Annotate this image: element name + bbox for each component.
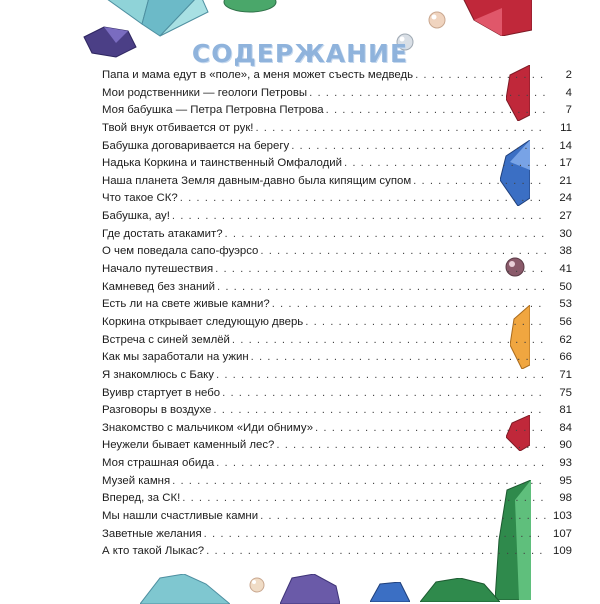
toc-entry xyxy=(102,296,572,314)
toc-entry xyxy=(102,437,572,455)
toc-leader-dots xyxy=(309,85,546,103)
toc-entry-title: Разговоры в воздухе xyxy=(102,404,212,417)
toc-entry xyxy=(102,226,572,244)
toc-entry-page: 14 xyxy=(559,139,572,152)
toc-entry-page: 93 xyxy=(559,457,572,470)
toc-entry xyxy=(102,490,572,508)
green-crystal-illustration xyxy=(420,578,500,602)
toc-entry-page: 95 xyxy=(559,474,572,487)
toc-entry-page: 38 xyxy=(559,245,572,258)
toc-leader-dots xyxy=(315,420,546,438)
toc-leader-dots xyxy=(216,367,546,385)
toc-leader-dots xyxy=(213,402,546,420)
toc-leader-dots xyxy=(415,67,546,85)
toc-entry-page: 62 xyxy=(559,333,572,346)
toc-entry xyxy=(102,120,572,138)
toc-entry xyxy=(102,402,572,420)
toc-entry-title: Коркина открывает следующую дверь xyxy=(102,315,304,328)
toc-entry-title: Начало путешествия xyxy=(102,263,214,276)
toc-entry-title: Мы нашли счастливые камни xyxy=(102,510,259,523)
toc-entry-title: Бабушка договаривается на берегу xyxy=(102,139,290,152)
toc-leader-dots xyxy=(232,332,546,350)
toc-leader-dots xyxy=(344,155,546,173)
toc-entry-title: Бабушка, ау! xyxy=(102,210,170,223)
blue-crystal-illustration xyxy=(370,582,410,602)
toc-leader-dots xyxy=(326,102,546,120)
toc-leader-dots xyxy=(215,261,546,279)
toc-entry-title: Как мы заработали на ужин xyxy=(102,351,249,364)
toc-entry-title: Мои родственники — геологи Петровы xyxy=(102,86,308,99)
toc-entry-page: 98 xyxy=(559,492,572,505)
toc-entry xyxy=(102,420,572,438)
toc-leader-dots xyxy=(225,226,546,244)
toc-entry-page: 4 xyxy=(565,86,572,99)
toc-entry-page: 81 xyxy=(559,404,572,417)
toc-entry-page: 66 xyxy=(559,351,572,364)
book-page xyxy=(70,0,572,600)
toc-entry xyxy=(102,102,572,120)
toc-leader-dots xyxy=(291,138,546,156)
toc-leader-dots xyxy=(217,279,546,297)
toc-entry-page: 11 xyxy=(560,121,572,134)
toc-entry-title: Неужели бывает каменный лес? xyxy=(102,439,275,452)
toc-entry-title: Надька Коркина и таинственный Омфалодий xyxy=(102,157,343,170)
toc-entry-page: 30 xyxy=(559,227,572,240)
toc-entry-page: 21 xyxy=(559,174,572,187)
toc-entry xyxy=(102,173,572,191)
toc-entry xyxy=(102,67,572,85)
toc-entry xyxy=(102,279,572,297)
toc-entry-page: 75 xyxy=(559,386,572,399)
toc-entry-title: Камневед без знаний xyxy=(102,280,215,293)
toc-leader-dots xyxy=(251,349,546,367)
toc-entry-page: 17 xyxy=(559,157,572,170)
red-crystal-illustration xyxy=(462,0,532,36)
toc-entry xyxy=(102,367,572,385)
toc-leader-dots xyxy=(180,190,546,208)
toc-entry-title: Твой внук отбивается от рук! xyxy=(102,121,254,134)
toc-leader-dots xyxy=(204,526,546,544)
toc-entry-title: Что такое СК? xyxy=(102,192,178,205)
toc-entry-page: 109 xyxy=(552,545,572,558)
toc-entry xyxy=(102,261,572,279)
toc-leader-dots xyxy=(255,120,546,138)
toc-leader-dots xyxy=(305,314,546,332)
toc-entry-title: Где достать атакамит? xyxy=(102,227,223,240)
toc-entry xyxy=(102,543,572,561)
pearl-icon xyxy=(248,576,266,594)
toc-entry-title: Папа и мама едут в «поле», а меня может съесть медведь xyxy=(102,69,414,81)
toc-leader-dots xyxy=(172,208,546,226)
toc-entry-page: 27 xyxy=(559,210,572,223)
toc-entry-page: 50 xyxy=(559,280,572,293)
toc-entry xyxy=(102,85,572,103)
toc-leader-dots xyxy=(276,437,546,455)
toc-entry-title: Вуивр стартует в небо xyxy=(102,386,221,399)
toc-entry-title: Вперед, за СК! xyxy=(102,492,181,505)
page-title: СОДЕРЖАНИЕ xyxy=(191,38,409,68)
toc-entry-page: 90 xyxy=(559,439,572,452)
toc-entry xyxy=(102,508,572,526)
toc-entry-page: 71 xyxy=(559,368,572,381)
toc-entry-page: 103 xyxy=(552,510,572,523)
toc-entry xyxy=(102,526,572,544)
toc-entry-title: Знакомство с мальчиком «Иди обниму» xyxy=(102,421,314,434)
toc-entry-page: 84 xyxy=(559,421,572,434)
toc-entry-title: А кто такой Лыкас? xyxy=(102,545,205,558)
toc-entry-title: Музей камня xyxy=(102,474,171,487)
toc-entry-title: Заветные желания xyxy=(102,527,202,540)
toc-entry-page: 7 xyxy=(565,104,572,117)
toc-entry xyxy=(102,473,572,491)
toc-entry-title: Я знакомлюсь с Баку xyxy=(102,368,214,381)
toc-leader-dots xyxy=(222,385,546,403)
toc-entry-page: 56 xyxy=(559,315,572,328)
pearl-icon xyxy=(427,10,447,30)
toc-entry-page: 2 xyxy=(565,69,572,81)
toc-entry-title: Наша планета Земля давным-давно была кипящим супом xyxy=(102,174,412,187)
toc-leader-dots xyxy=(260,243,546,261)
toc-entry xyxy=(102,455,572,473)
toc-leader-dots xyxy=(260,508,546,526)
toc-leader-dots xyxy=(182,490,546,508)
toc-entry xyxy=(102,208,572,226)
toc-entry xyxy=(102,332,572,350)
toc-entry-title: О чем поведала сапо-фуэрсо xyxy=(102,245,259,258)
toc-entry xyxy=(102,349,572,367)
toc-entry xyxy=(102,190,572,208)
toc-leader-dots xyxy=(172,473,546,491)
toc-entry-page: 41 xyxy=(559,263,572,276)
toc-entry-page: 107 xyxy=(552,527,572,540)
toc-entry xyxy=(102,314,572,332)
toc-entry-title: Моя страшная обида xyxy=(102,457,215,470)
toc-entry-page: 24 xyxy=(559,192,572,205)
toc-entry-title: Моя бабушка — Петра Петровна Петрова xyxy=(102,104,324,117)
toc-entry xyxy=(102,385,572,403)
toc-entry xyxy=(102,243,572,261)
green-crystal-illustration xyxy=(220,0,280,16)
toc-entry xyxy=(102,155,572,173)
toc-leader-dots xyxy=(413,173,546,191)
toc-entry-title: Встреча с синей землёй xyxy=(102,333,230,346)
toc-leader-dots xyxy=(206,543,546,561)
table-of-contents xyxy=(102,67,572,561)
toc-entry-page: 53 xyxy=(559,298,572,311)
toc-entry xyxy=(102,138,572,156)
toc-entry-title: Есть ли на свете живые камни? xyxy=(102,298,270,311)
toc-leader-dots xyxy=(216,455,546,473)
toc-leader-dots xyxy=(272,296,546,314)
